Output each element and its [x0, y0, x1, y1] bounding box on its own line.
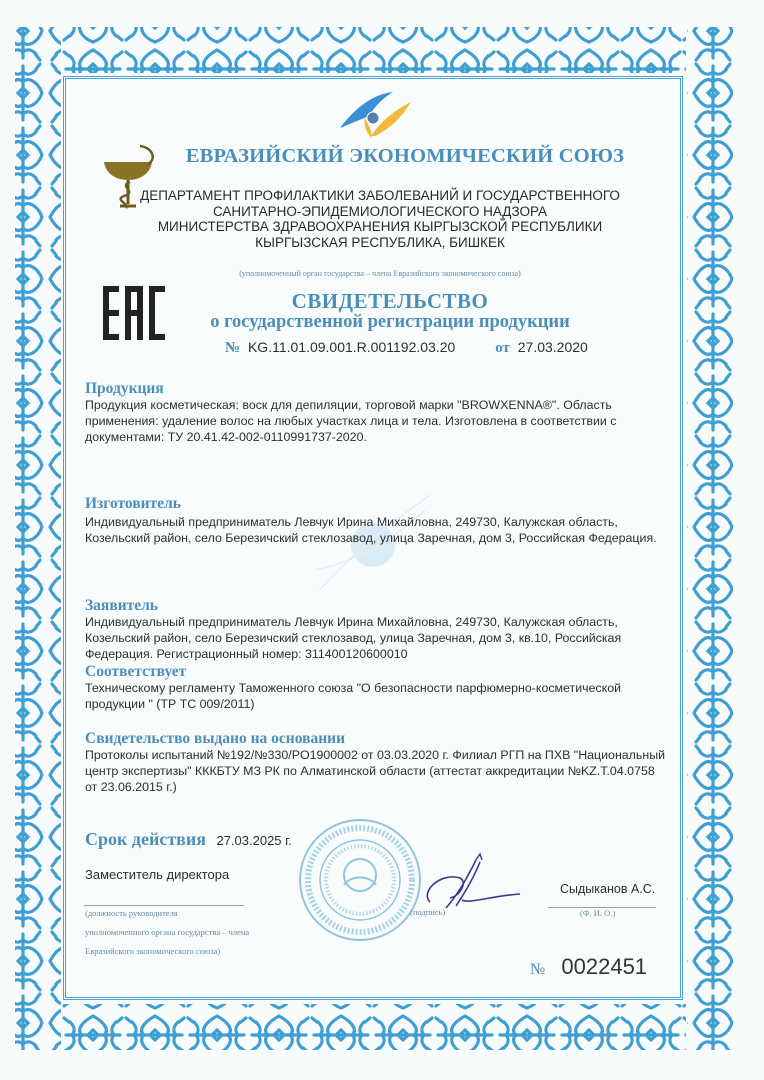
- section-heading: Продукция: [85, 380, 164, 397]
- validity-value: 27.03.2025 г.: [216, 833, 292, 848]
- signature-note: (подпись): [410, 907, 446, 917]
- eac-mark-icon: [103, 286, 165, 340]
- section-text: Индивидуальный предприниматель Левчук Ирина Михайловна, 249730, Калужская область, Козельский район, село Березичский стеклозавод, улица Заречная, дом 3, кв.10, Российская Федерация. Регистрационный номер: 311400120600010: [85, 615, 622, 661]
- section-manufacturer: [85, 496, 670, 546]
- signer-position: Заместитель директора: [85, 867, 230, 882]
- section-heading: Изготовитель: [85, 495, 181, 512]
- department-line: КЫРГЫЗСКАЯ РЕСПУБЛИКА, БИШКЕК: [255, 234, 505, 250]
- date-label: от: [495, 340, 510, 356]
- union-name: ЕВРАЗИЙСКИЙ ЭКОНОМИЧЕСКИЙ СОЮЗ: [185, 145, 625, 167]
- authority-note: (уполномоченный орган государства – члена Евразийского экономического союза): [239, 269, 521, 278]
- official-stamp-icon: [295, 815, 425, 945]
- certificate-subtitle: о государственной регистрации продукции: [210, 312, 570, 332]
- form-number: [530, 954, 647, 980]
- section-text: Техническому регламенту Таможенного союза "О безопасности парфюмерно-косметической продукции " (ТР ТС 009/2011): [85, 681, 622, 711]
- department-line: МИНИСТЕРСТВА ЗДРАВООХРАНЕНИЯ КЫРГЫЗСКОЙ РЕСПУБЛИКИ: [157, 219, 603, 234]
- position-note-line: (должность руководителя: [85, 908, 178, 918]
- department-block: [120, 188, 640, 250]
- section-heading: Соответствует: [85, 663, 187, 680]
- position-note-line: уполномоченного органа государства – члена: [85, 927, 250, 937]
- certificate-title: СВИДЕТЕЛЬСТВО: [291, 289, 489, 313]
- position-note-line: Евразийского экономического союза): [85, 946, 221, 956]
- registration-number: KG.11.01.09.001.R.001192.03.20: [247, 339, 456, 355]
- section-heading: Заявитель: [85, 597, 159, 614]
- position-note: [85, 904, 249, 961]
- signer-name: Сыдыканов А.С.: [560, 882, 656, 896]
- section-basis: [85, 731, 670, 795]
- registration-date: 27.03.2020: [517, 339, 588, 355]
- section-applicant: [85, 598, 670, 662]
- section-product: [85, 381, 670, 445]
- validity-label: Срок действия: [85, 829, 207, 849]
- section-text: Индивидуальный предприниматель Левчук Ирина Михайловна, 249730, Калужская область, Козельский район, село Березичский стеклозавод, улица Заречная, дом 3, Российская Федерация.: [85, 515, 657, 545]
- validity: [85, 829, 292, 850]
- signer-note: (Ф. И. О.): [580, 908, 616, 918]
- section-conforms: [85, 664, 670, 712]
- eaeu-logo-icon: [335, 88, 415, 140]
- section-text: Протоколы испытаний №192/№330/PO1900002 от 03.03.2020 г. Филиал РГП на ПХВ "Национальный центр экспертизы" КККБТУ МЗ РК по Алматинской области (аттестат аккредитации №KZ.T.04.0758 от 23.06.2015 г.): [85, 748, 666, 794]
- department-line: САНИТАРНО-ЭПИДЕМИОЛОГИЧЕСКОГО НАДЗОРА: [212, 203, 548, 219]
- section-heading: Свидетельство выдано на основании: [85, 730, 345, 747]
- department-line: ДЕПАРТАМЕНТ ПРОФИЛАКТИКИ ЗАБОЛЕВАНИЙ И ГОСУДАРСТВЕННОГО: [140, 188, 620, 203]
- section-text: Продукция косметическая: воск для депиляции, торговой марки "BROWXENNA®". Область применения: удаление волос на любых участках лица и тела. Изготовлена в соответствии с документами: ТУ 20.41.42-002-0110991737-2020.: [85, 398, 617, 444]
- form-number-value: 0022451: [561, 954, 648, 979]
- registration-line: [225, 339, 645, 357]
- form-number-label: №: [530, 961, 546, 978]
- number-label: №: [225, 340, 241, 356]
